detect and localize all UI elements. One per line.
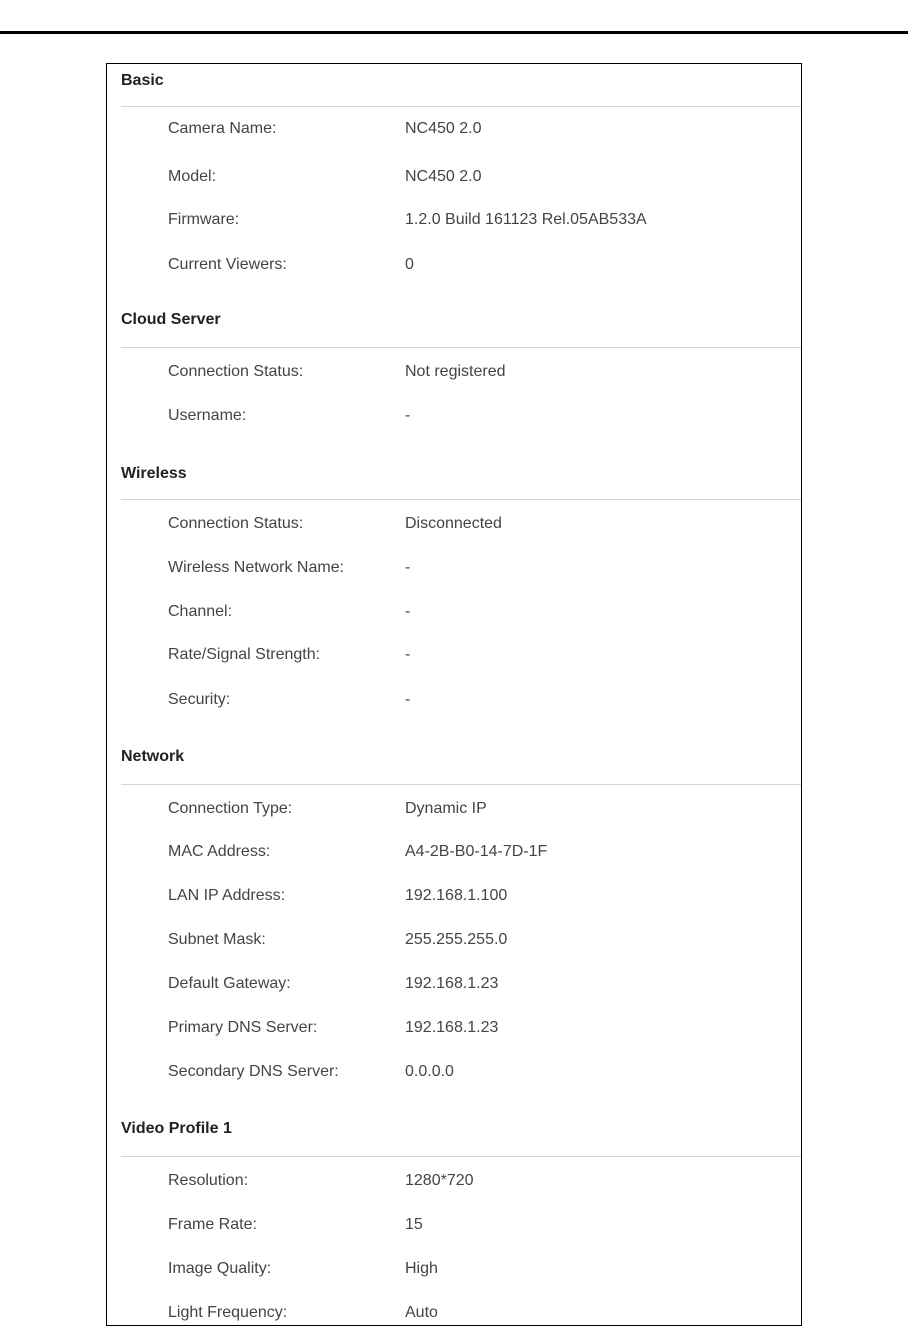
section-divider-network <box>121 784 801 785</box>
value-camera-name: NC450 2.0 <box>405 120 482 137</box>
section-divider-basic <box>121 106 801 107</box>
label-connection-type: Connection Type: <box>168 800 293 817</box>
section-title-basic: Basic <box>121 72 164 89</box>
section-title-video-profile-1: Video Profile 1 <box>121 1120 232 1137</box>
status-panel <box>106 63 802 1326</box>
value-subnet-mask: 255.255.255.0 <box>405 931 508 948</box>
value-security: - <box>405 691 411 708</box>
label-wireless-network-name: Wireless Network Name: <box>168 559 345 576</box>
value-lan-ip-address: 192.168.1.100 <box>405 887 508 904</box>
top-divider <box>0 31 908 34</box>
label-username: Username: <box>168 407 247 424</box>
label-wireless-connection-status: Connection Status: <box>168 515 304 532</box>
value-secondary-dns-server: 0.0.0.0 <box>405 1063 454 1080</box>
value-primary-dns-server: 192.168.1.23 <box>405 1019 499 1036</box>
value-wireless-connection-status: Disconnected <box>405 515 502 532</box>
value-cloud-connection-status: Not registered <box>405 363 506 380</box>
label-image-quality: Image Quality: <box>168 1260 272 1277</box>
section-divider-wireless <box>121 499 801 500</box>
label-security: Security: <box>168 691 231 708</box>
value-rate-signal-strength: - <box>405 646 411 663</box>
section-divider-video-profile-1 <box>121 1156 801 1157</box>
value-image-quality: High <box>405 1260 438 1277</box>
label-cloud-connection-status: Connection Status: <box>168 363 304 380</box>
label-frame-rate: Frame Rate: <box>168 1216 257 1233</box>
label-mac-address: MAC Address: <box>168 843 271 860</box>
section-title-cloud-server: Cloud Server <box>121 311 221 328</box>
value-username: - <box>405 407 411 424</box>
label-channel: Channel: <box>168 603 233 620</box>
value-model: NC450 2.0 <box>405 168 482 185</box>
section-title-network: Network <box>121 748 185 765</box>
value-resolution: 1280*720 <box>405 1172 474 1189</box>
value-channel: - <box>405 603 411 620</box>
value-connection-type: Dynamic IP <box>405 800 487 817</box>
section-title-wireless: Wireless <box>121 465 187 482</box>
value-current-viewers: 0 <box>405 256 414 273</box>
label-lan-ip-address: LAN IP Address: <box>168 887 286 904</box>
label-default-gateway: Default Gateway: <box>168 975 291 992</box>
label-firmware: Firmware: <box>168 211 240 228</box>
value-default-gateway: 192.168.1.23 <box>405 975 499 992</box>
value-firmware: 1.2.0 Build 161123 Rel.05AB533A <box>405 211 647 228</box>
value-frame-rate: 15 <box>405 1216 423 1233</box>
section-divider-cloud-server <box>121 347 801 348</box>
label-rate-signal-strength: Rate/Signal Strength: <box>168 646 321 663</box>
label-light-frequency: Light Frequency: <box>168 1304 288 1321</box>
label-secondary-dns-server: Secondary DNS Server: <box>168 1063 339 1080</box>
value-wireless-network-name: - <box>405 559 411 576</box>
label-current-viewers: Current Viewers: <box>168 256 287 273</box>
label-primary-dns-server: Primary DNS Server: <box>168 1019 318 1036</box>
label-resolution: Resolution: <box>168 1172 249 1189</box>
label-camera-name: Camera Name: <box>168 120 277 137</box>
value-mac-address: A4-2B-B0-14-7D-1F <box>405 843 548 860</box>
label-model: Model: <box>168 168 217 185</box>
value-light-frequency: Auto <box>405 1304 438 1321</box>
label-subnet-mask: Subnet Mask: <box>168 931 266 948</box>
